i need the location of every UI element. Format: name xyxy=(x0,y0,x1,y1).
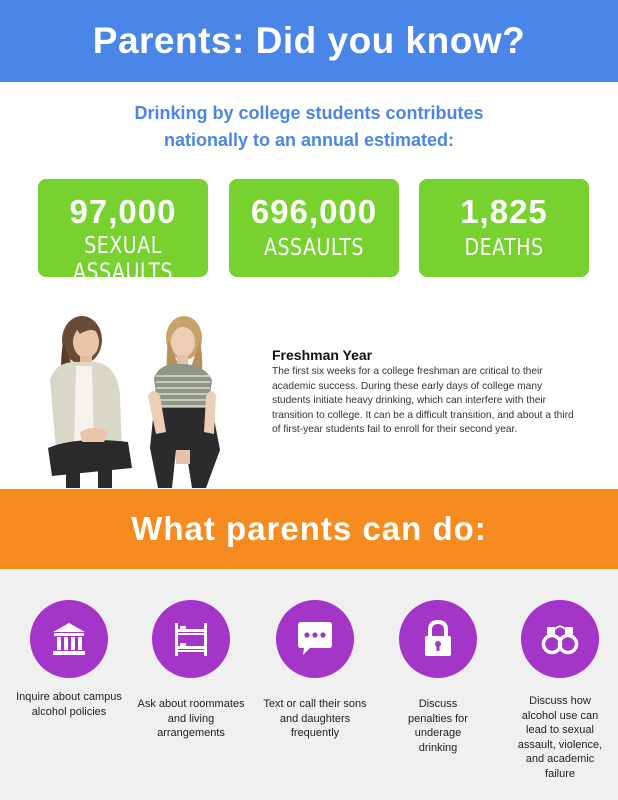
section-title: What parents can do: xyxy=(131,510,487,547)
action-circle xyxy=(30,600,108,678)
freshman-heading: Freshman Year xyxy=(272,347,373,363)
stat-number: 696,000 xyxy=(250,193,378,230)
stat-number: 97,000 xyxy=(69,193,177,230)
action-circle xyxy=(521,600,599,678)
stat-label: ASSAULTS xyxy=(263,234,364,262)
campus-building-icon xyxy=(49,619,89,659)
freshman-body: The first six weeks for a college freshman are critical to their academic success. During these early days of college many students initiate heavy drinking, which can interfere with their transition to college. It can be a difficult transition, and about a third of first-year students fail to enroll for their second year. xyxy=(272,366,574,435)
stat-card-assaults xyxy=(229,179,399,277)
student-right-figure xyxy=(148,316,220,488)
action-item-roommates xyxy=(133,600,249,741)
action-item-text-or-call xyxy=(257,600,373,741)
page-title: Parents: Did you know? xyxy=(92,20,526,61)
student-left-figure xyxy=(48,316,132,488)
action-text: Discuss penalties for underage drinking xyxy=(408,698,468,754)
intro-line-2: nationally to an annual estimated: xyxy=(163,130,455,150)
action-circle xyxy=(152,600,230,678)
action-text: Inquire about campus alcohol policies xyxy=(16,691,122,718)
intro-line-1: Drinking by college students contributes xyxy=(134,103,484,123)
action-circle xyxy=(399,600,477,678)
students-photo xyxy=(36,300,232,488)
handcuffs-icon xyxy=(539,619,581,659)
action-text: Discuss how alcohol use can lead to sexual assault, violence, and academic failure xyxy=(517,695,603,780)
padlock-icon xyxy=(421,619,455,659)
action-item-consequences xyxy=(502,600,618,781)
header-banner xyxy=(0,0,618,82)
stat-card-sexual-assaults xyxy=(38,179,208,286)
action-text: Text or call their sons and daughters frequently xyxy=(263,698,367,739)
action-text: Ask about roommates and living arrangements xyxy=(137,698,245,739)
intro-text xyxy=(0,100,618,154)
action-item-penalties xyxy=(380,600,496,755)
stat-label: DEATHS xyxy=(464,234,544,262)
action-circle xyxy=(276,600,354,678)
stat-label: SEXUAL ASSAULTS xyxy=(72,232,173,286)
bunk-bed-icon xyxy=(170,619,212,659)
stat-card-deaths xyxy=(419,179,589,277)
stat-number: 1,825 xyxy=(460,193,548,230)
action-item-campus-policies xyxy=(11,600,127,719)
chat-bubble-icon xyxy=(294,619,336,659)
section-banner xyxy=(0,489,618,569)
freshman-year-section xyxy=(272,347,582,438)
